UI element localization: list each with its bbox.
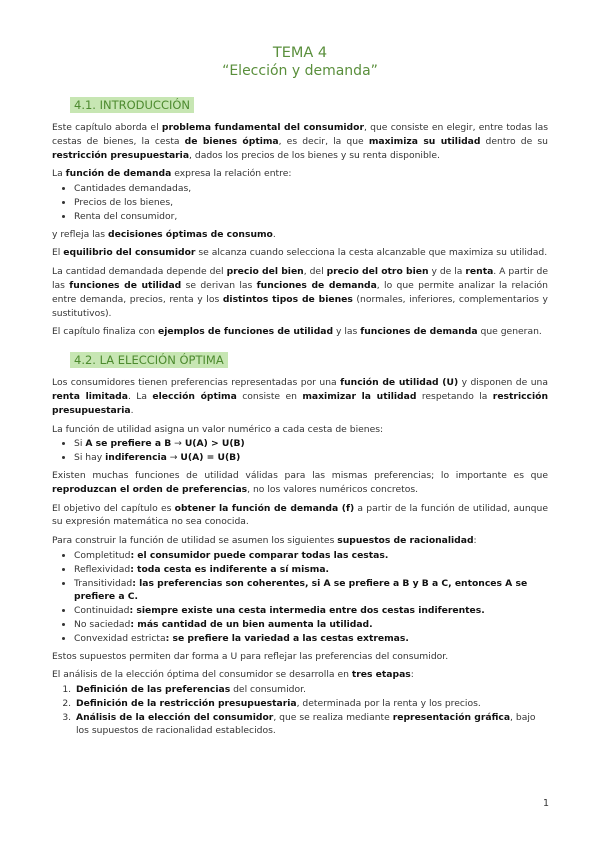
bold-text: U(A) > U(B) <box>184 438 245 450</box>
text-run: . A partir de las <box>52 266 548 291</box>
text-run: expresa la relación entre: <box>171 168 292 180</box>
bold-text: : siempre existe una cesta intermedia entre dos cestas indiferentes. <box>129 605 485 617</box>
document-page <box>52 44 548 742</box>
text-run: Los consumidores tienen preferencias representadas por una <box>52 377 341 389</box>
text-run: , que consiste en elegir, entre todas las cestas de bienes, la cesta <box>52 122 549 147</box>
text-run: y las <box>333 326 361 338</box>
text-run: a partir de la función de utilidad, aunque su expresión matemática no sea conocida. <box>52 502 548 528</box>
text-run: , del <box>303 266 327 278</box>
text-run: Existen muchas funciones de utilidad válidas para las mismas preferencias; lo importante es que <box>52 469 548 481</box>
list-item <box>74 697 548 711</box>
section-heading-introduccion: 4.1. INTRODUCCIÓN <box>70 97 194 113</box>
text-run: → <box>166 452 181 464</box>
text-run: , bajo los supuestos de racionalidad establecidos. <box>76 711 536 737</box>
list-item <box>74 563 548 577</box>
list-item <box>74 632 548 646</box>
paragraph <box>52 228 548 242</box>
page-number: 1 <box>542 798 549 809</box>
section-heading-eleccion-optima: 4.2. LA ELECCIÓN ÓPTIMA <box>70 352 228 368</box>
text-run: consiste en <box>236 390 303 402</box>
list-item <box>74 549 548 563</box>
text-run: , es decir, la que <box>278 135 369 147</box>
bold-text: tres etapas <box>351 669 411 681</box>
text-run: Continuidad <box>74 605 130 617</box>
document-title: TEMA 4 <box>272 45 328 61</box>
bold-text: maximizar la utilidad <box>302 390 417 402</box>
list-item: • Renta del consumidor, <box>74 210 548 224</box>
bold-text: representación gráfica <box>392 711 511 723</box>
paragraph: La función de utilidad asigna un valor numérico a cada cesta de bienes: <box>52 423 384 435</box>
bullet-list <box>52 437 548 465</box>
bold-text: maximiza su utilidad <box>368 135 481 147</box>
paragraph <box>52 167 548 181</box>
paragraph <box>52 534 548 548</box>
bold-text: elección óptima <box>152 390 237 402</box>
text-run: del consumidor. <box>230 684 306 696</box>
bold-text: restricción presupuestaria <box>52 149 190 161</box>
text-run: . La <box>127 390 153 402</box>
text-run: : <box>473 535 477 547</box>
text-run: Para construir la función de utilidad se asumen los siguientes <box>52 535 338 547</box>
text-run: (normales, inferiores, complementarios y sustitutivos). <box>52 293 548 319</box>
text-run: La <box>52 168 66 180</box>
text-run: El capítulo finaliza con <box>52 326 158 338</box>
bold-text: equilibrio del consumidor <box>63 247 196 259</box>
list-item: • Precios de los bienes, <box>74 196 548 210</box>
text-run: respetando la <box>416 390 493 402</box>
bullet-list <box>52 182 548 223</box>
text-run: La cantidad demandada depende del <box>52 266 227 278</box>
text-run: Este capítulo aborda el <box>52 122 162 133</box>
text-run: Si <box>74 438 86 450</box>
bold-text: de bienes óptima <box>184 135 279 147</box>
text-run: Transitividad <box>74 577 133 589</box>
text-run: se alcanza cuando selecciona la cesta alcanzable que maximiza su utilidad. <box>195 247 548 259</box>
paragraph <box>52 246 548 260</box>
bold-text: ejemplos de funciones de utilidad <box>158 326 334 338</box>
bold-text: Definición de las preferencias <box>76 684 231 696</box>
bold-text: problema fundamental del consumidor <box>161 122 364 133</box>
bold-text: obtener la función de demanda (f) <box>174 502 355 514</box>
list-item <box>74 577 548 605</box>
bold-text: : las preferencias son coherentes, si A se prefiere a B y B a C, entonces A se prefiere a C. <box>74 577 528 603</box>
paragraph <box>52 265 548 320</box>
text-run: y de la <box>428 266 466 278</box>
paragraph <box>52 502 548 530</box>
bold-text: reproduzcan el orden de preferencias <box>52 483 248 495</box>
paragraph <box>52 668 548 682</box>
bold-text: funciones de demanda <box>256 279 377 291</box>
bold-text: : toda cesta es indiferente a sí misma. <box>130 563 330 575</box>
text-run: El análisis de la elección óptima del consumidor se desarrolla en <box>52 669 352 681</box>
numbered-list <box>52 683 548 738</box>
text-run: y refleja las <box>52 228 109 240</box>
text-run: Convexidad estricta <box>74 632 166 644</box>
document-subtitle: “Elección y demanda” <box>222 63 378 79</box>
text-run: y disponen de una <box>458 377 548 389</box>
text-run: que generan. <box>477 326 542 338</box>
paragraph <box>52 325 548 339</box>
list-item <box>74 711 548 739</box>
text-run: Si hay <box>74 452 106 464</box>
bold-text: : más cantidad de un bien aumenta la utilidad. <box>130 618 373 630</box>
bold-text: U(A) = U(B) <box>180 452 241 464</box>
bold-text: renta <box>465 266 494 278</box>
paragraph <box>52 121 548 162</box>
text-run: Reflexividad <box>74 563 131 575</box>
bold-text: Análisis de la elección del consumidor <box>76 711 274 723</box>
bold-text: : se prefiere la variedad a las cestas extremas. <box>165 632 409 644</box>
text-run: se derivan las <box>181 279 257 291</box>
bold-text: precio del otro bien <box>326 266 429 278</box>
list-item: • Cantidades demandadas, <box>74 182 548 196</box>
bold-text: precio del bien <box>226 266 304 278</box>
bold-text: funciones de utilidad <box>69 279 182 291</box>
bold-text: supuestos de racionalidad <box>337 535 474 547</box>
bold-text: funciones de demanda <box>360 326 478 338</box>
text-run: : <box>410 669 414 681</box>
text-run: El objetivo del capítulo es <box>52 502 175 514</box>
list-item <box>74 683 548 697</box>
text-run: , no los valores numéricos concretos. <box>247 483 419 495</box>
text-run: dentro de su <box>480 135 548 147</box>
paragraph: Estos supuestos permiten dar forma a U para reflejar las preferencias del consumidor. <box>52 650 449 662</box>
text-run: El <box>52 247 64 259</box>
paragraph <box>52 376 548 417</box>
bold-text: renta limitada <box>52 390 128 402</box>
list-item <box>74 451 548 465</box>
list-item <box>74 618 548 632</box>
text-run: No saciedad <box>74 618 131 630</box>
bold-text: función de utilidad (U) <box>340 377 459 389</box>
text-run: → <box>171 438 185 450</box>
text-run: , dados los precios de los bienes y su renta disponible. <box>189 149 440 161</box>
bold-text: restricción presupuestaria <box>52 390 548 416</box>
list-item <box>74 604 548 618</box>
bold-text: función de demanda <box>65 168 172 180</box>
text-run: Completitud <box>74 549 131 561</box>
bold-text: Definición de la restricción presupuestaria <box>76 697 297 709</box>
list-item <box>74 437 548 451</box>
bold-text: decisiones óptimas de consumo <box>108 228 273 240</box>
bold-text: A se prefiere a B <box>85 438 172 450</box>
bold-text: indiferencia <box>105 452 167 464</box>
text-run: , lo que permite analizar la relación entre demanda, precios, renta y los <box>52 279 549 305</box>
text-run: . <box>272 228 276 240</box>
text-run: . <box>130 404 134 416</box>
paragraph <box>52 469 548 497</box>
bullet-list <box>52 549 548 646</box>
text-run: , determinada por la renta y los precios. <box>296 697 481 709</box>
bold-text: distintos tipos de bienes <box>222 293 353 305</box>
text-run: , que se realiza mediante <box>273 711 393 723</box>
bold-text: : el consumidor puede comparar todas las cestas. <box>130 549 389 561</box>
